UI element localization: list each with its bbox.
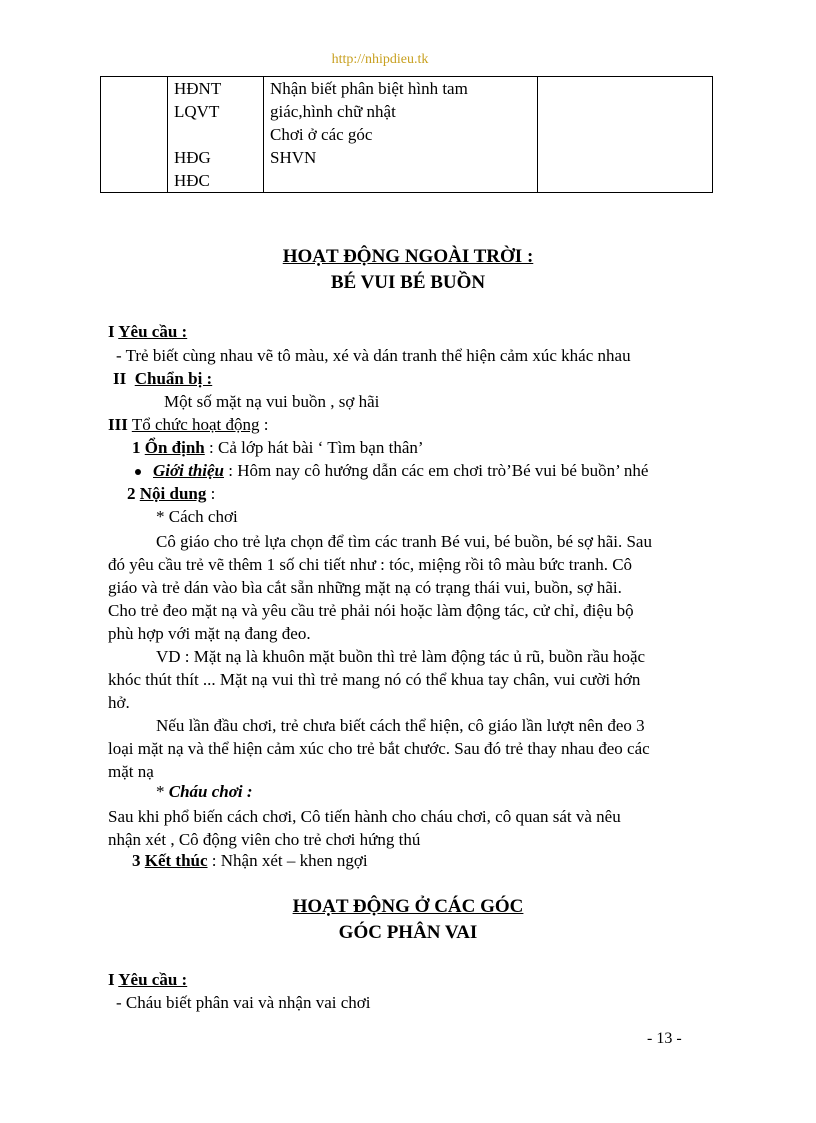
step2-line: 2 Nội dung :: [127, 484, 216, 503]
header-url: http://nhipdieu.tk: [331, 52, 429, 67]
table-cell-empty-left: [101, 77, 168, 193]
step1-line: 1 Ổn định : Cả lớp hát bài ‘ Tìm bạn thân’: [132, 438, 424, 457]
section2-requirements-text: - Cháu biết phân vai và nhận vai chơi: [116, 993, 371, 1012]
bullet-icon: [135, 469, 141, 475]
section1-title: HOẠT ĐỘNG NGOÀI TRỜI :: [282, 246, 534, 267]
section2-title: HOẠT ĐỘNG Ở CÁC GÓC: [292, 896, 524, 917]
activity-code: [168, 123, 263, 146]
activity-code: HĐNT: [174, 79, 222, 98]
activity-content: Nhận biết phân biệt hình tam: [270, 79, 468, 98]
preparation-heading: II Chuẩn bị :: [113, 369, 213, 388]
schedule-table: [100, 76, 713, 193]
table-cell-empty-right: [538, 77, 713, 193]
activity-content: Chơi ở các góc: [270, 125, 373, 144]
table-cell-contents: [264, 77, 538, 193]
requirements-heading: I Yêu cầu :: [108, 322, 188, 341]
activity-content: SHVN: [270, 148, 317, 167]
activity-code: HĐG: [174, 148, 211, 167]
intro-line: Giới thiệu : Hôm nay cô hướng dẫn các em chơi trò’Bé vui bé buồn’ nhé: [135, 461, 648, 481]
activity-code: LQVT: [174, 102, 220, 121]
paragraph-play: Sau khi phổ biến cách chơi, Cô tiến hành cho cháu chơi, cô quan sát và nêu nhận xét , Cô động viên cho trẻ chơi hứng thú: [108, 807, 621, 849]
section2-subtitle: GÓC PHÂN VAI: [338, 922, 478, 943]
activity-content: [264, 169, 537, 192]
requirements-text: - Trẻ biết cùng nhau vẽ tô màu, xé và dán tranh thể hiện cảm xúc khác nhau: [116, 346, 631, 365]
paragraph-first-time: Nếu lần đầu chơi, trẻ chưa biết cách thể hiện, cô giáo lần lượt nên đeo 3 loại mặt nạ và thể hiện cảm xúc cho trẻ bắt chước. Sau đó trẻ thay nhau đeo các mặt nạ: [108, 716, 650, 781]
children-play-heading: * Cháu chơi :: [156, 782, 253, 801]
preparation-text: Một số mặt nạ vui buồn , sợ hãi: [164, 392, 380, 411]
paragraph-example: VD : Mặt nạ là khuôn mặt buồn thì trẻ làm động tác ủ rũ, buồn rầu hoặc khóc thút thít ... Mặt nạ vui thì trẻ mang nó có thể khua tay chân, vui cười hớn hở.: [108, 647, 646, 712]
step3-line: 3 Kết thúc : Nhận xét – khen ngợi: [132, 851, 368, 870]
section1-subtitle: BÉ VUI BÉ BUỒN: [330, 272, 486, 293]
organization-heading: III Tổ chức hoạt động :: [108, 415, 269, 434]
page-number: - 13 -: [647, 1030, 682, 1047]
activity-content: giác,hình chữ nhật: [270, 102, 396, 121]
how-to-play-label: * Cách chơi: [156, 507, 238, 526]
paragraph-instructions: Cô giáo cho trẻ lựa chọn để tìm các tranh Bé vui, bé buồn, bé sợ hãi. Sau đó yêu cầu trẻ vẽ thêm 1 số chi tiết như : tóc, miệng rồi tô màu bức tranh. Cô giáo và trẻ dán vào bìa cắt sẵn những mặt nạ có trạng thái vui, buồn, sợ hãi. Cho trẻ đeo mặt nạ và yêu cầu trẻ phải nói hoặc làm động tác, cử chỉ, điệu bộ phù hợp với mặt nạ đang đeo.: [108, 532, 652, 643]
activity-code: HĐC: [174, 171, 210, 190]
section2-requirements-heading: I Yêu cầu :: [108, 970, 188, 989]
table-cell-activities: [168, 77, 264, 193]
